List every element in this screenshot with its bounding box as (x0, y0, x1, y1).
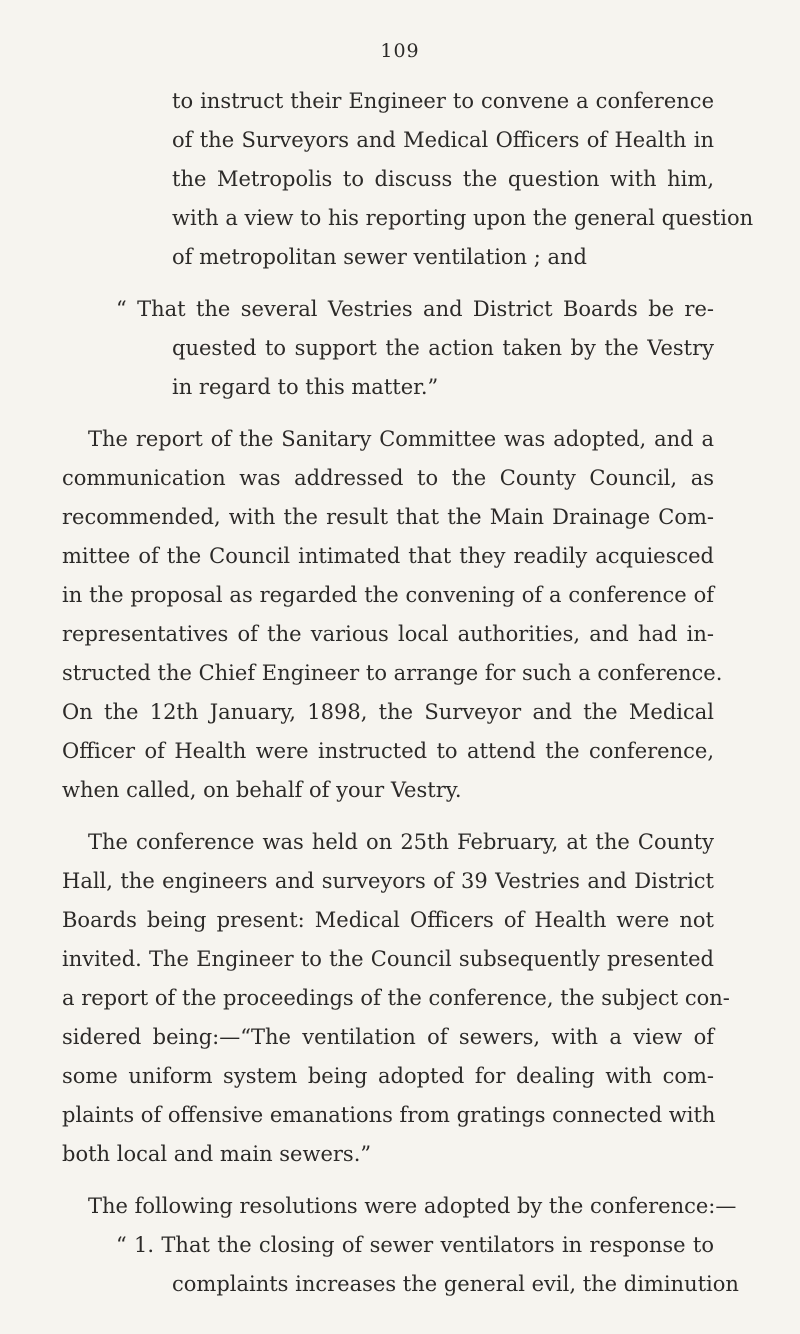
text-line: with a view to his reporting upon the general question (172, 206, 754, 230)
text-line: both local and main sewers.” (62, 1142, 372, 1166)
text-line: The following resolutions were adopted by the conference:— (88, 1194, 737, 1218)
text-line: in regard to this matter.” (172, 375, 439, 399)
text-line: Hall, the engineers and surveyors of 39 Vestries and District (62, 869, 714, 893)
text-line: mittee of the Council intimated that they readily acquiesced (62, 544, 714, 568)
text-line: quested to support the action taken by the Vestry (172, 336, 714, 360)
text-line: invited. The Engineer to the Council subsequently presented (62, 947, 714, 971)
text-line: in the proposal as regarded the convening of a conference of (62, 583, 714, 607)
text-line: “ That the several Vestries and District Boards be re- (116, 297, 714, 321)
text-line: recommended, with the result that the Main Drainage Com- (62, 505, 714, 529)
text-line: “ 1. That the closing of sewer ventilators in response to (116, 1233, 714, 1257)
page-number: 109 (380, 40, 420, 62)
text-line: Boards being present: Medical Officers of Health were not (62, 908, 714, 932)
text-line: structed the Chief Engineer to arrange for such a conference. (62, 661, 723, 685)
text-line: sidered being:—“The ventilation of sewers, with a view of (62, 1025, 714, 1049)
text-line: Officer of Health were instructed to attend the conference, (62, 739, 714, 763)
text-line: when called, on behalf of your Vestry. (62, 778, 462, 802)
text-line: The report of the Sanitary Committee was adopted, and a (88, 427, 714, 451)
text-line: some uniform system being adopted for dealing with com- (62, 1064, 714, 1088)
text-line: of metropolitan sewer ventilation ; and (172, 245, 587, 269)
text-line: plaints of offensive emanations from gratings connected with (62, 1103, 716, 1127)
text-line: The conference was held on 25th February, at the County (88, 830, 714, 854)
text-line: On the 12th January, 1898, the Surveyor and the Medical (62, 700, 714, 724)
text-line: the Metropolis to discuss the question with him, (172, 167, 714, 191)
text-line: communication was addressed to the County Council, as (62, 466, 714, 490)
text-line: complaints increases the general evil, the diminution (172, 1272, 739, 1296)
text-line: of the Surveyors and Medical Officers of Health in (172, 128, 714, 152)
text-line: a report of the proceedings of the conference, the subject con- (62, 986, 730, 1010)
text-line: to instruct their Engineer to convene a conference (172, 89, 714, 113)
text-line: representatives of the various local authorities, and had in- (62, 622, 714, 646)
